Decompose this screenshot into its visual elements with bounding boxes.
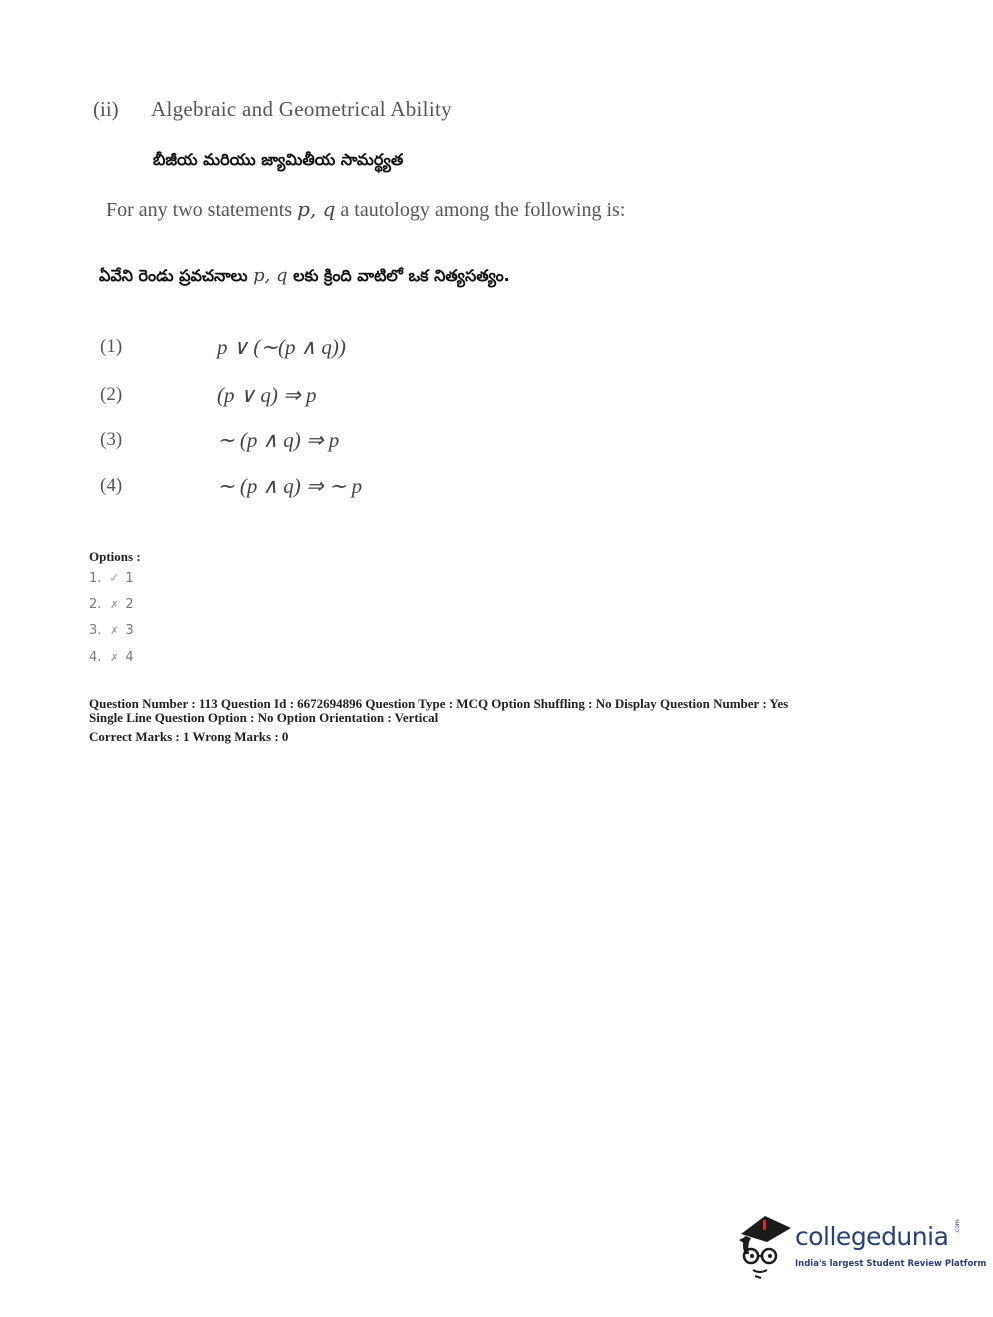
logo-tagline: India's largest Student Review Platform xyxy=(795,1259,987,1269)
choice-2-expression: (p ∨ q) ⇒ p xyxy=(217,383,317,407)
choice-2-number: (2) xyxy=(100,384,123,405)
option-index: 3. xyxy=(89,623,102,638)
question-telugu-before: ఏవేని రెండు ప్రవచనాలు xyxy=(99,266,254,285)
question-telugu xyxy=(99,265,510,289)
option-index: 2. xyxy=(89,597,102,612)
check-icon: ✓ xyxy=(108,571,120,586)
option-value: 4 xyxy=(125,650,134,665)
option-index: 1. xyxy=(89,571,102,586)
option-item-2 xyxy=(89,597,134,612)
question-english-after: a tautology among the following is: xyxy=(335,199,626,221)
option-value: 2 xyxy=(125,597,134,612)
choice-3-number: (3) xyxy=(100,429,123,450)
option-item-3 xyxy=(89,623,134,638)
option-index: 4. xyxy=(89,650,102,665)
cross-icon: ✗ xyxy=(110,600,119,611)
option-value: 3 xyxy=(125,623,134,638)
question-english xyxy=(106,197,625,222)
question-meta-line-2: Single Line Question Option : No Option Orientation : Vertical xyxy=(89,710,439,725)
option-item-1 xyxy=(89,571,134,586)
choice-4-expression: ∼ (p ∧ q) ⇒ ∼ p xyxy=(217,474,363,498)
question-telugu-vars: p, q xyxy=(253,265,288,286)
section-title: Algebraic and Geometrical Ability xyxy=(151,97,452,121)
section-number: (ii) xyxy=(93,97,119,121)
choice-3-expression: ∼ (p ∧ q) ⇒ p xyxy=(217,428,340,452)
section-title-telugu: బీజీయ మరియు జ్యామితీయ సామర్థ్యత xyxy=(153,150,404,169)
marks-info: Correct Marks : 1 Wrong Marks : 0 xyxy=(89,729,289,744)
options-label: Options : xyxy=(89,549,141,564)
option-value: 1 xyxy=(125,571,134,586)
question-telugu-after: లకు క్రింది వాటిలో ఒక నిత్యసత్యం. xyxy=(287,266,510,285)
option-item-4 xyxy=(89,650,134,665)
logo-domain: .com xyxy=(954,1219,961,1234)
logo-wordmark: collegedunia xyxy=(795,1222,949,1251)
cross-icon: ✗ xyxy=(110,653,119,664)
collegedunia-logo xyxy=(735,1210,987,1280)
question-english-before: For any two statements xyxy=(106,199,298,221)
question-meta-line-1: Question Number : 113 Question Id : 6672694896 Question Type : MCQ Option Shuffling : No Display Question Number : Yes xyxy=(89,696,789,711)
cross-icon: ✗ xyxy=(110,626,119,637)
choice-1-number: (1) xyxy=(100,336,123,357)
choice-4-number: (4) xyxy=(100,475,123,496)
mascot-icon xyxy=(735,1210,793,1280)
choice-1-expression: p ∨ (∼(p ∧ q)) xyxy=(217,335,346,359)
question-english-vars: p, q xyxy=(297,197,336,221)
